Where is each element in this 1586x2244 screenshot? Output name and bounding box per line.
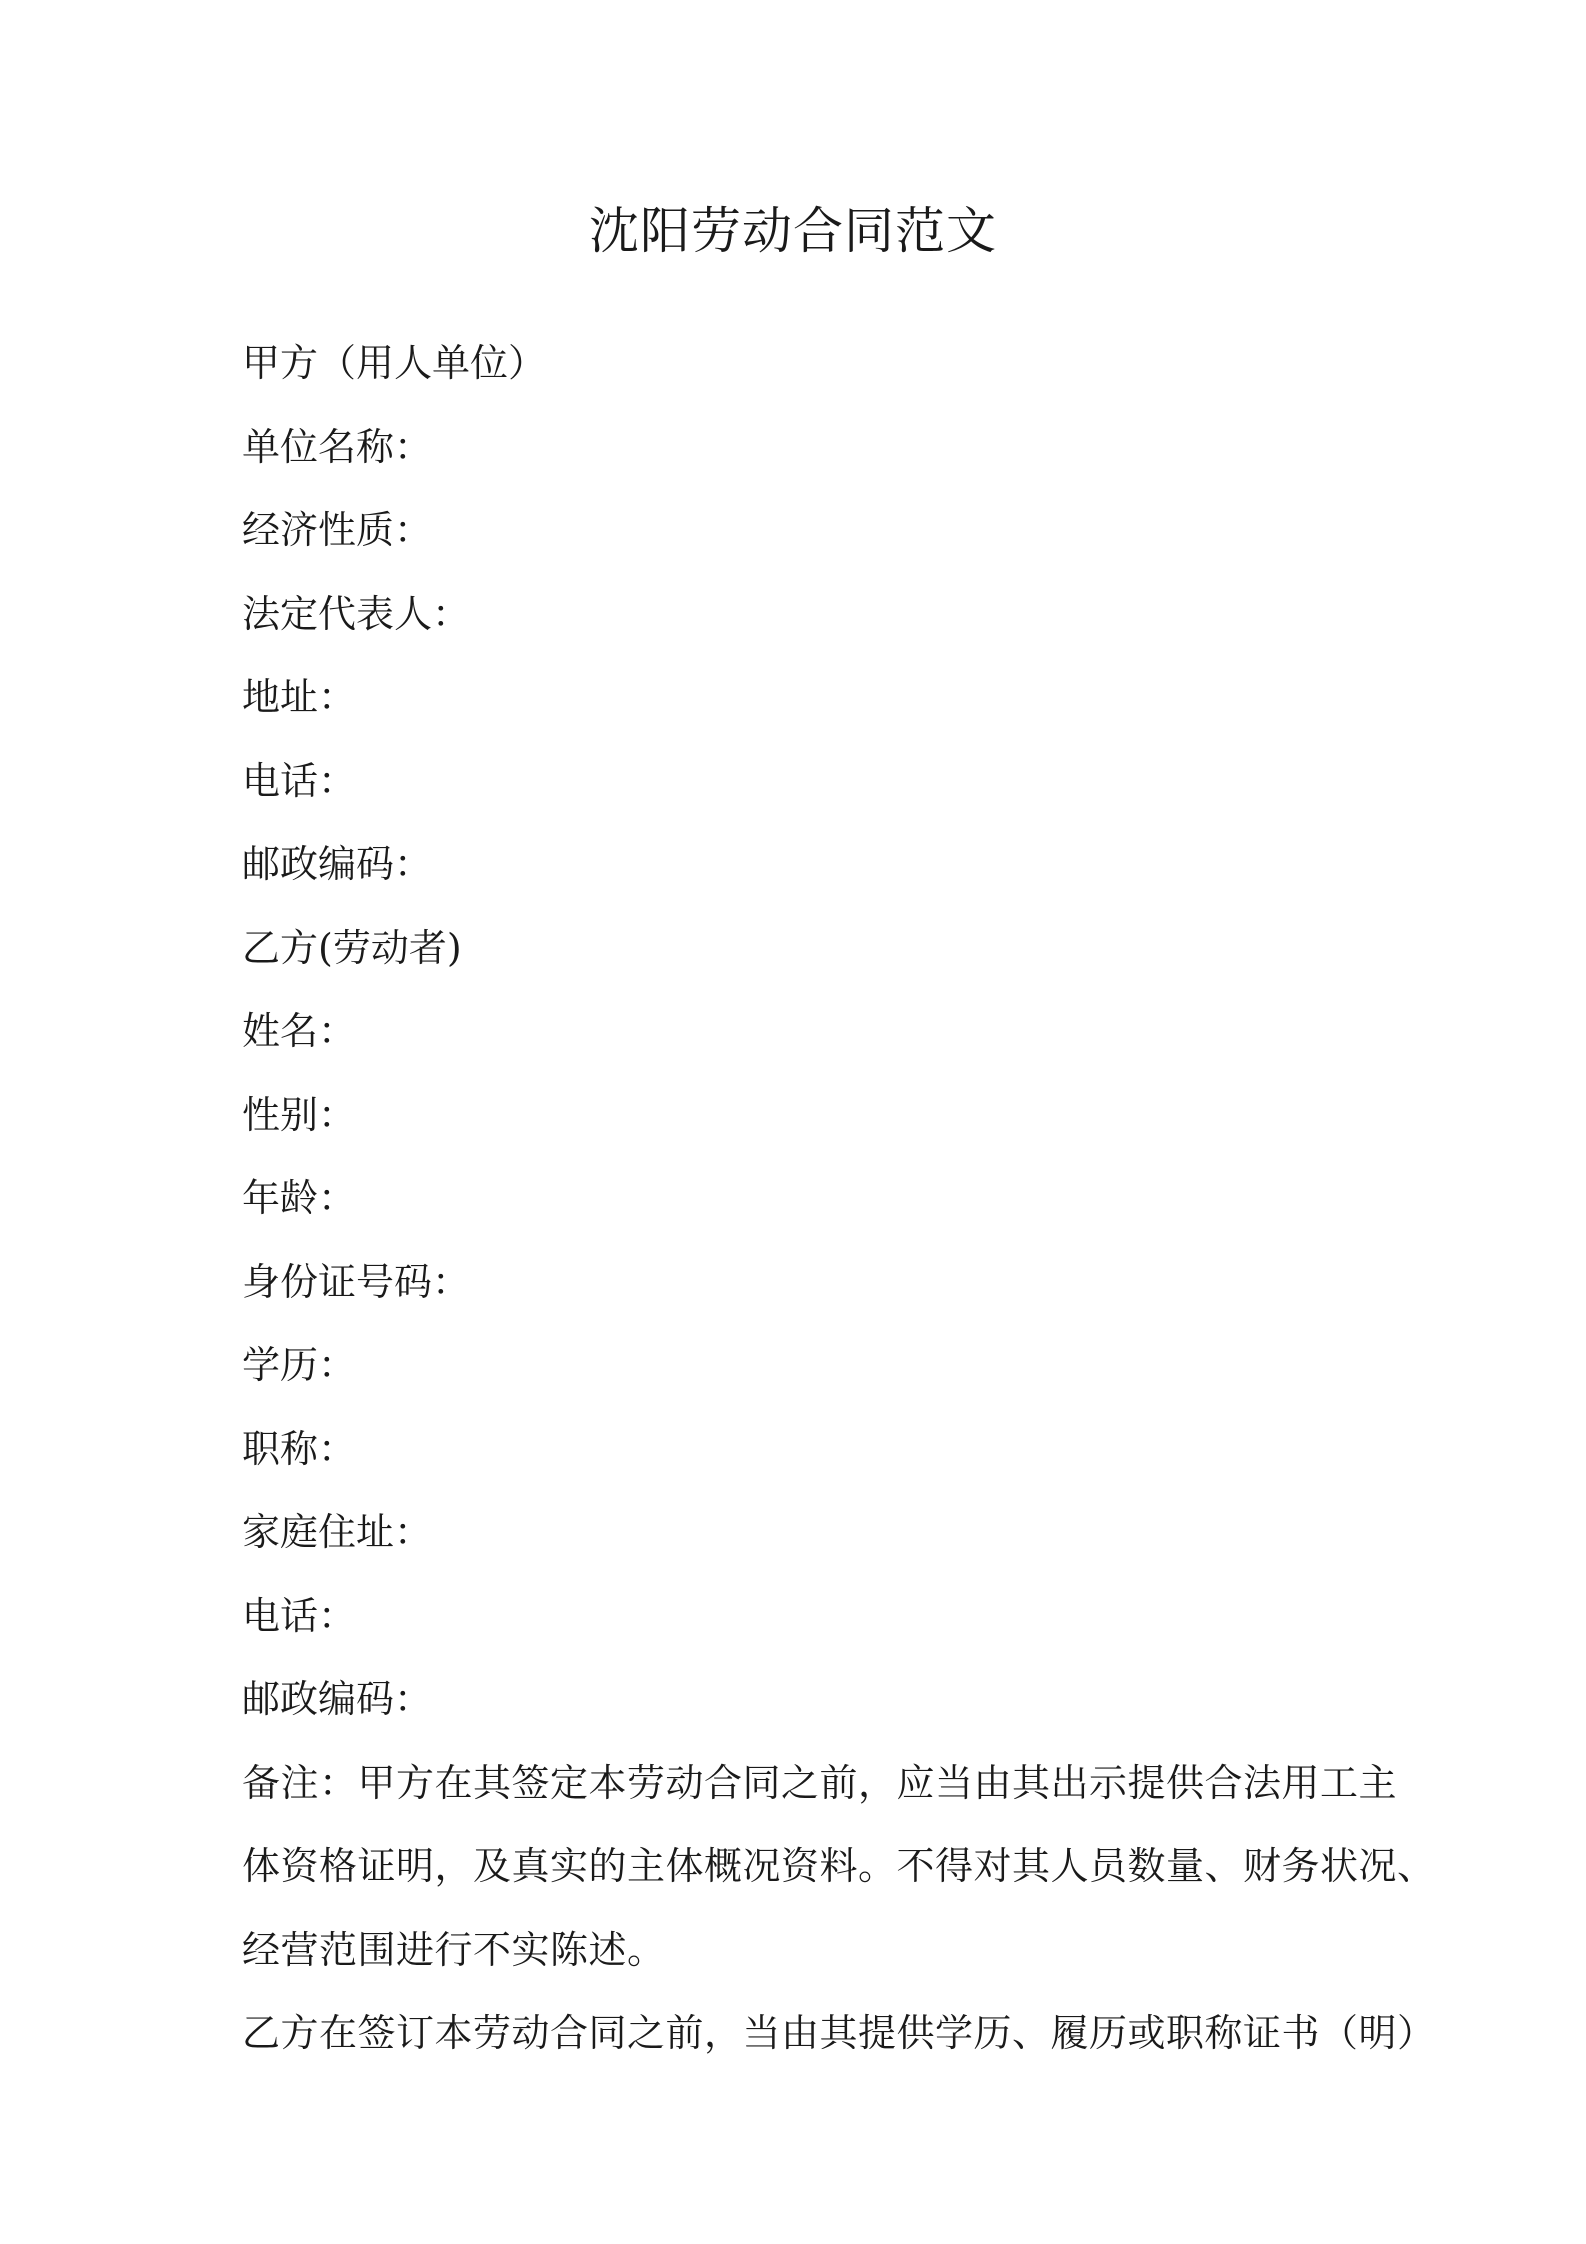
- note-line: 备注：甲方在其签定本劳动合同之前，应当由其出示提供合法用工主: [242, 1760, 1398, 1805]
- field-economic-nature: 经济性质：: [242, 508, 433, 552]
- field-title: 职称：: [242, 1426, 357, 1471]
- field-home-address: 家庭住址：: [242, 1510, 433, 1554]
- field-id-number: 身份证号码：: [242, 1259, 471, 1304]
- field-postal-code-b: 邮政编码：: [242, 1677, 433, 1721]
- field-phone-a: 电话：: [242, 758, 357, 803]
- party-b-line: 乙方在签订本劳动合同之前，当由其提供学历、履历或职称证书（明）: [242, 2011, 1436, 2055]
- field-legal-representative: 法定代表人：: [242, 591, 471, 636]
- party-b-heading: 乙方(劳动者): [242, 925, 462, 970]
- note-line: 经营范围进行不实陈述。: [242, 1927, 666, 1972]
- field-unit-name: 单位名称：: [242, 424, 433, 469]
- note-line: 体资格证明，及真实的主体概况资料。不得对其人员数量、财务状况、: [242, 1844, 1436, 1888]
- field-phone-b: 电话：: [242, 1593, 357, 1638]
- field-age: 年龄：: [242, 1176, 357, 1220]
- field-name: 姓名：: [242, 1009, 357, 1053]
- document-title: 沈阳劳动合同范文: [589, 202, 997, 260]
- field-postal-code-a: 邮政编码：: [242, 842, 433, 886]
- field-address: 地址：: [242, 675, 357, 719]
- party-b-paragraph: [242, 1992, 1436, 2076]
- field-education: 学历：: [242, 1343, 357, 1387]
- party-a-heading: 甲方（用人单位）: [242, 341, 547, 385]
- document-body: [242, 322, 1436, 2076]
- note-paragraph: [242, 1742, 1436, 1993]
- field-gender: 性别：: [242, 1092, 357, 1137]
